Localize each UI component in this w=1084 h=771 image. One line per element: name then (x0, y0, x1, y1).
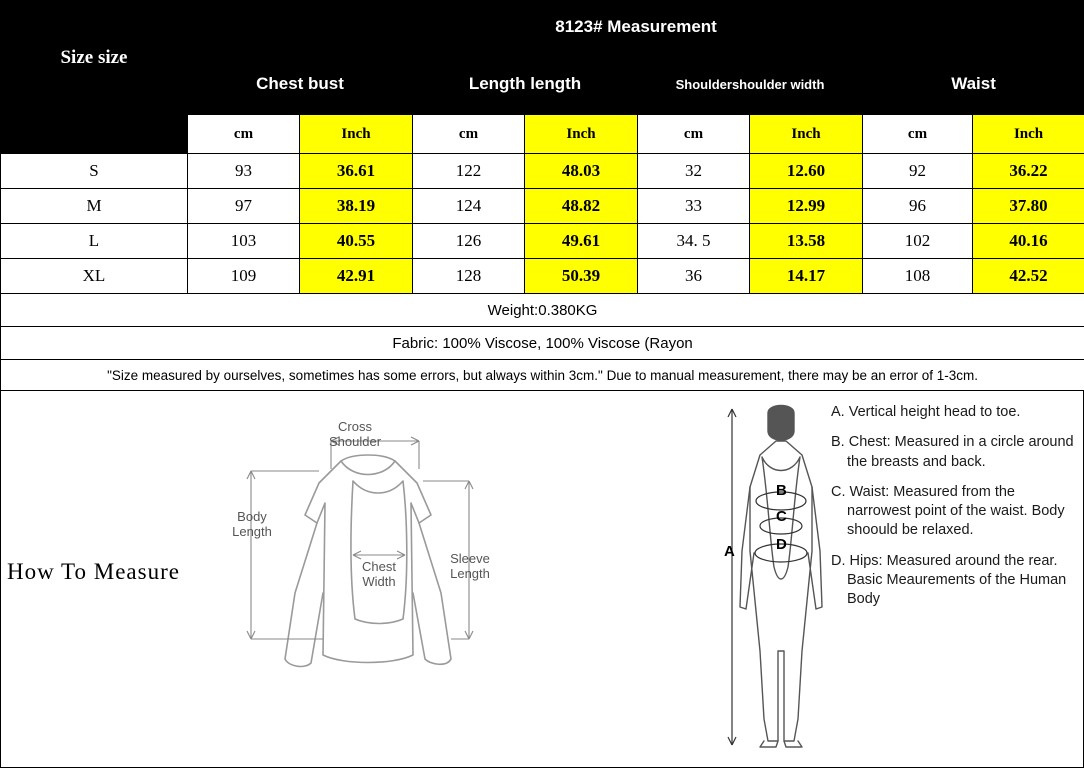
label-body-length-line1: Body (237, 509, 267, 524)
label-chest-width-line1: Chest (362, 559, 396, 574)
label-cross-shoulder-line1: Cross (338, 419, 372, 434)
unit-row (1, 115, 1084, 154)
cell-chest-cm: 97 (188, 189, 300, 224)
table-row (1, 154, 1084, 189)
legend-item-a: A. Vertical height head to toe. (831, 404, 1021, 420)
cell-length-inch: 49.61 (525, 224, 638, 259)
cell-shoulder-inch: 12.99 (750, 189, 863, 224)
garment-diagram (223, 419, 513, 743)
size-header-cell (1, 1, 188, 115)
cell-waist-cm: 108 (863, 259, 973, 294)
how-to-measure-title: How To Measure (7, 559, 180, 584)
measurement-title: 8123# Measurement (188, 1, 1084, 54)
row-size-label: XL (1, 259, 188, 294)
measurement-legend (831, 403, 1081, 621)
fabric-value: Fabric: 100% Viscose, 100% Viscose (Rayon (1, 327, 1084, 360)
cell-shoulder-cm: 33 (638, 189, 750, 224)
measurement-note: "Size measured by ourselves, sometimes has some errors, but always within 3cm." Due to manual measurement, there may be an error of 1-3cm. (1, 360, 1084, 391)
label-sleeve-length-line1: Sleeve (450, 551, 490, 566)
group-header-length: Length length (413, 54, 638, 115)
unit-row-spacer (1, 115, 188, 154)
cell-shoulder-cm: 32 (638, 154, 750, 189)
row-size-label: L (1, 224, 188, 259)
label-body-length (223, 509, 281, 539)
cell-length-inch: 48.82 (525, 189, 638, 224)
unit-inch-chest: Inch (300, 115, 413, 154)
cell-length-cm: 122 (413, 154, 525, 189)
label-cross-shoulder-line2: Shoulder (329, 434, 382, 449)
weight-row (1, 294, 1084, 327)
cell-length-inch: 48.03 (525, 154, 638, 189)
legend-item-d: D. Hips: Measured around the rear. Basic Meaurements of the Human Body (831, 552, 1067, 608)
label-chest-width-line2: Width (362, 574, 396, 589)
cell-length-cm: 126 (413, 224, 525, 259)
table-row (1, 259, 1084, 294)
group-header-shoulder: Shouldershoulder width (638, 54, 863, 115)
unit-cm-shoulder: cm (638, 115, 750, 154)
cell-waist-inch: 42.52 (973, 259, 1084, 294)
body-illustration-svg (716, 401, 846, 751)
cell-waist-inch: 37.80 (973, 189, 1084, 224)
how-to-measure-section (0, 391, 1084, 768)
group-header-chest: Chest bust (188, 54, 413, 115)
cell-chest-cm: 109 (188, 259, 300, 294)
fabric-row (1, 327, 1084, 360)
label-body-length-line2: Length (232, 524, 272, 539)
cell-shoulder-inch: 12.60 (750, 154, 863, 189)
label-sleeve-length-line2: Length (450, 566, 490, 581)
cell-shoulder-inch: 14.17 (750, 259, 863, 294)
table-row (1, 189, 1084, 224)
note-row (1, 360, 1084, 391)
cell-chest-cm: 93 (188, 154, 300, 189)
cell-chest-inch: 38.19 (300, 189, 413, 224)
cell-waist-cm: 96 (863, 189, 973, 224)
cell-shoulder-cm: 34. 5 (638, 224, 750, 259)
cell-length-inch: 50.39 (525, 259, 638, 294)
unit-cm-chest: cm (188, 115, 300, 154)
label-chest-width (341, 559, 417, 589)
cell-waist-cm: 92 (863, 154, 973, 189)
cell-chest-inch: 42.91 (300, 259, 413, 294)
cell-waist-inch: 40.16 (973, 224, 1084, 259)
label-sleeve-length (435, 551, 505, 581)
cell-length-cm: 124 (413, 189, 525, 224)
cell-waist-inch: 36.22 (973, 154, 1084, 189)
cell-shoulder-cm: 36 (638, 259, 750, 294)
label-cross-shoulder (329, 419, 381, 449)
cell-chest-inch: 36.61 (300, 154, 413, 189)
marker-c: C (776, 508, 787, 525)
cell-waist-cm: 102 (863, 224, 973, 259)
legend-item-b: B. Chest: Measured in a circle around the breasts and back. (831, 434, 1074, 470)
size-header-label: Size size (60, 46, 128, 68)
cell-shoulder-inch: 13.58 (750, 224, 863, 259)
unit-inch-shoulder: Inch (750, 115, 863, 154)
cell-chest-cm: 103 (188, 224, 300, 259)
cell-chest-inch: 40.55 (300, 224, 413, 259)
row-size-label: S (1, 154, 188, 189)
weight-value: Weight:0.380KG (1, 294, 1084, 327)
marker-b: B (776, 482, 787, 499)
unit-cm-length: cm (413, 115, 525, 154)
unit-inch-length: Inch (525, 115, 638, 154)
table-row (1, 224, 1084, 259)
cell-length-cm: 128 (413, 259, 525, 294)
row-size-label: M (1, 189, 188, 224)
legend-item-c: C. Waist: Measured from the narrowest point of the waist. Body shoould be relaxed. (831, 483, 1065, 539)
unit-cm-waist: cm (863, 115, 973, 154)
unit-inch-waist: Inch (973, 115, 1084, 154)
table-title-row (1, 1, 1084, 54)
marker-a: A (724, 543, 735, 560)
group-header-waist: Waist (863, 54, 1084, 115)
marker-d: D (776, 536, 787, 553)
body-diagram (716, 401, 846, 751)
